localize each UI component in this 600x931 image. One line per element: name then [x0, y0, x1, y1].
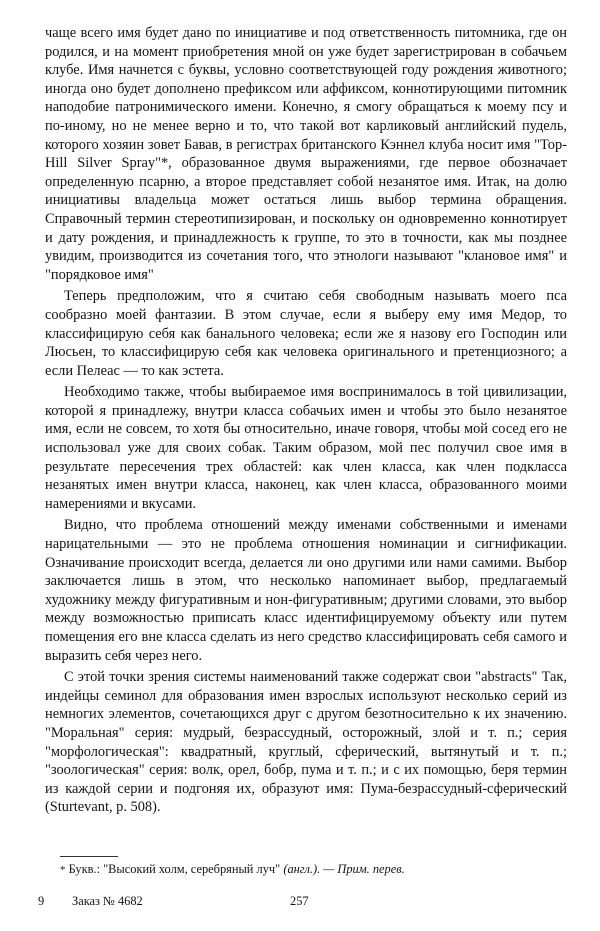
print-order-number: Заказ № 4682	[72, 894, 143, 908]
footnote-divider	[60, 856, 118, 857]
footnote	[60, 862, 580, 878]
paragraph-3: Необходимо также, чтобы выбираемое имя воспринималось в той цивилизации, которой я принадлежу, внутри класса собачьих имен и чтобы это было незанятое имя, если не совсем, то хотя бы относительно, иначе говоря, чтобы мой сосед его не использовал уже для своих собак. Таким образом, мой пес получил свое имя в результате пересечения трех областей: как член класса, как член подкласса незанятых имен внутри класса, наконец, как член класса, образованного моими намерениями и вкусами.	[45, 384, 567, 512]
paragraph-4: Видно, что проблема отношений между именами собственными и именами нарицательными — это не проблема отношения номинации и сигнификации. Означивание происходит всегда, делается ли оно другими или нами самими. Выбор заключается лишь в этом, что несколько напоминает выбор, предлагаемый художнику между фигуративным и нон-фигуративным; другими словами, это выбор между возможностью приписать класс идентифицируемому объекту или путем помещения его вне класса сделать из него средство классифицировать себя самого и выразить себя через него.	[45, 517, 567, 664]
paragraph-1: чаще всего имя будет дано по инициативе и под ответственность питомника, где он родился, и на момент приобретения мной он уже будет зарегистрирован в собачьем клубе. Имя начнется с буквы, условно соответствующей году рождения животного; иногда оно будет дополнено префиксом или аффиксом, коннотирующими питомник наподобие патронимического имени. Конечно, я смогу обращаться к моему псу и по-иному, но не менее верно и то, что такой вот карликовый английский пудель, которого хозяин зовет Бавав, в регистрах британского Кэннел клуба носит имя "Top-Hill Silver Spray"*, образованное двумя выражениями, где первое обозначает определенную псарню, а второе представляет собой незанятое имя. Итак, на долю инициативы владельца может остаться лишь выбор термина обращения. Справочный термин стереотипизирован, и поскольку он одновременно коннотирует и дату рождения, и принадлежность к группе, то это в точности, как мы позднее увидим, производится из сочетания того, что этнологи называют "клановое имя" и "порядковое имя"	[45, 25, 567, 283]
paragraph-5: С этой точки зрения системы наименований также содержат свои "abstracts" Так, индейцы семинол для образования имен взрослых используют несколько серий из немногих элементов, сочетающихся друг с другом безотносительно к их значению. "Моральная" серия: мудрый, безрассудный, осторожный, злой и т. п.; серия "морфологическая": квадратный, круглый, сферический, вытянутый и т. п.; "зоологическая" серия: волк, орел, бобр, пума и т. п.; и с их помощью, беря термин из каждой серии и подгоняя их, образуют имя: Пума-безрассудный-сферический (Sturtevant, p. 508).	[45, 669, 567, 816]
signature-number: 9	[38, 894, 45, 908]
main-text	[45, 24, 567, 820]
footnote-mark: *	[60, 864, 66, 876]
paragraph-2: Теперь предположим, что я считаю себя свободным называть моего пса сообразно моей фантазии. В этом случае, если я выберу ему имя Медор, то классифицирую себя как банального человека; если же я назову его Господин или Люсьен, то классифицирую себя как человека оригинального и претенциозного; а если Пелеас — то как эстета.	[45, 288, 567, 379]
footnote-text: Букв.: "Высокий холм, серебряный луч"	[65, 862, 284, 876]
page-number: 257	[290, 894, 309, 908]
footnote-translator-note: (англ.). — Прим. перев.	[283, 862, 405, 876]
